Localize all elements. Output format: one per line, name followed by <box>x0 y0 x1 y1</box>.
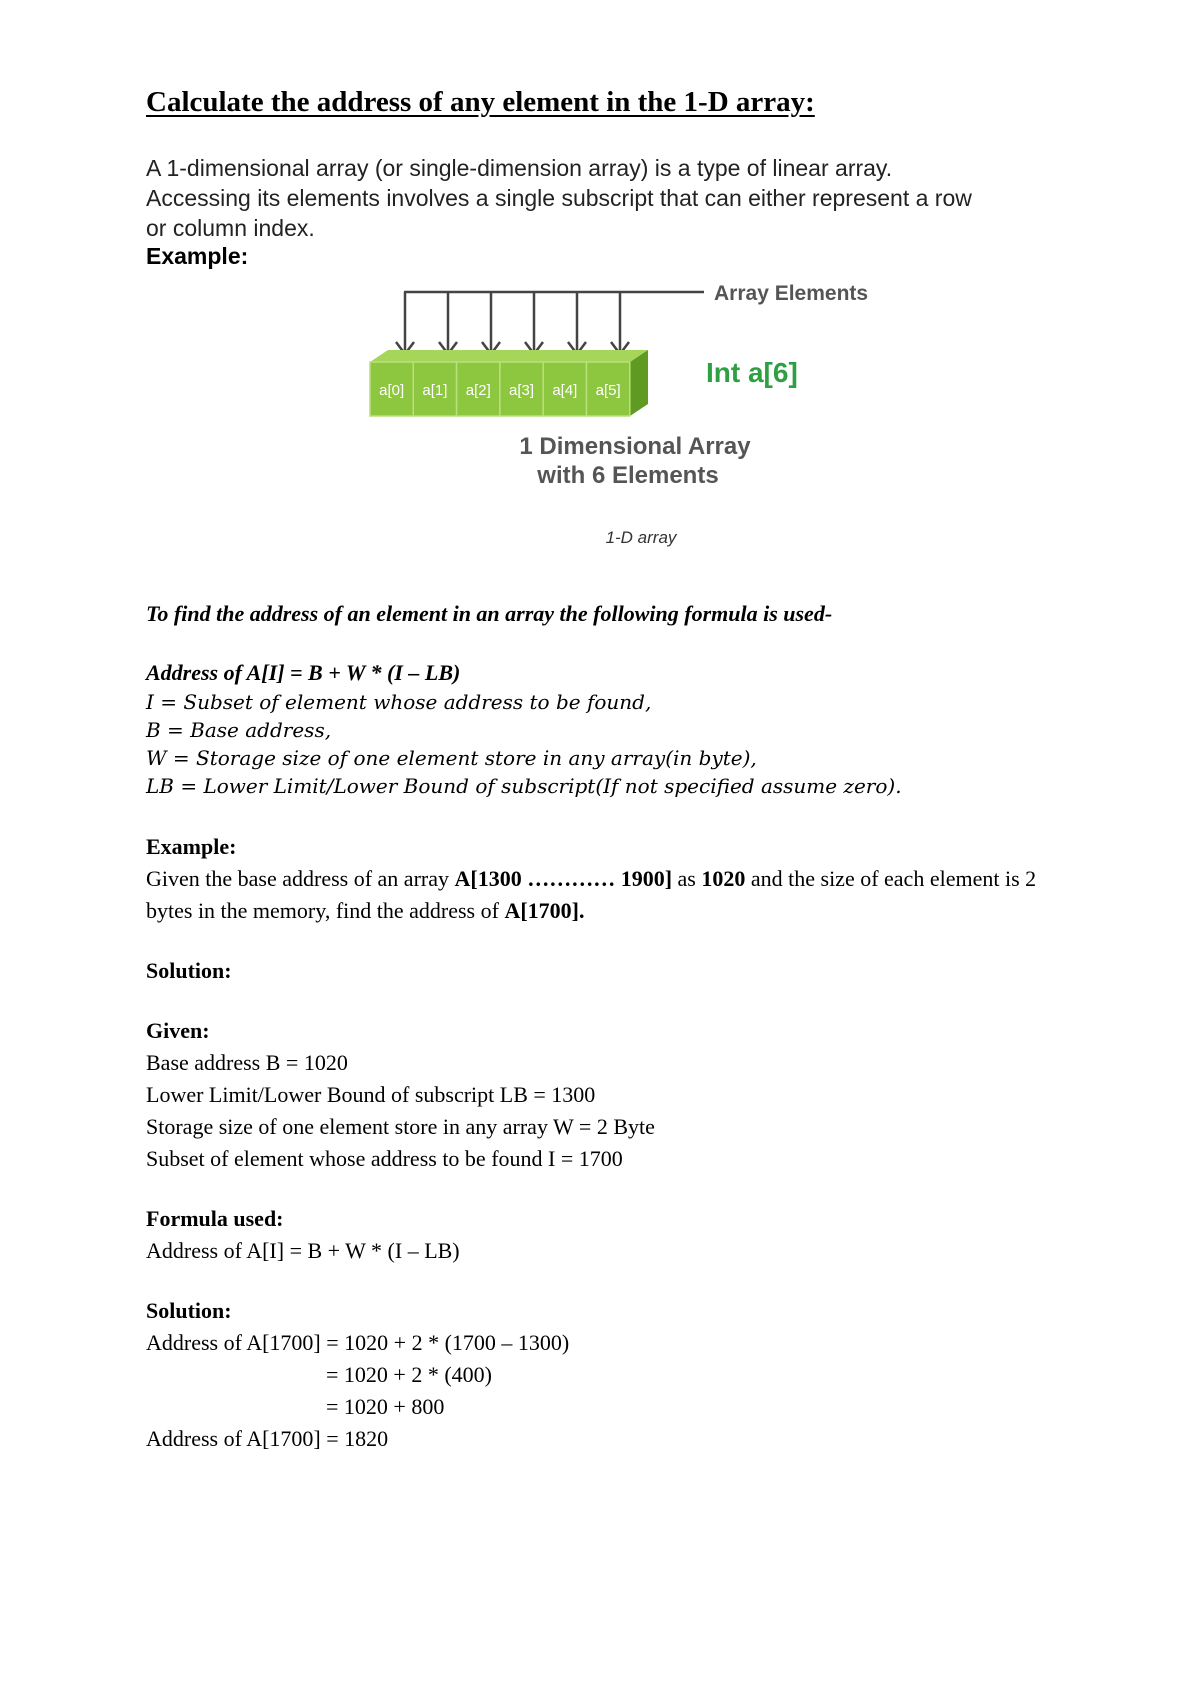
diagram-caption-line-1: 1 Dimensional Array <box>519 433 751 460</box>
diagram-caption-line-2: with 6 Elements <box>537 462 719 489</box>
example-text-f: bytes in the memory, find the address of <box>146 898 505 923</box>
array-diagram <box>0 270 1200 520</box>
definition-i: I = Subset of element whose address to be found, <box>146 690 652 714</box>
example-array-range: A[1300 ………… 1900] <box>454 866 673 891</box>
array-top-face <box>370 350 648 362</box>
example-label-intro: Example: <box>146 243 249 269</box>
definition-w: W = Storage size of one element store in any array(in byte), <box>146 746 757 770</box>
array-cell-label: a[0] <box>379 382 405 399</box>
formula-intro: To find the address of an element in an array the following formula is used- <box>146 601 833 626</box>
given-storage-size: Storage size of one element store in any array W = 2 Byte <box>146 1114 655 1139</box>
definition-lb: LB = Lower Limit/Lower Bound of subscript(If not specified assume zero). <box>146 774 902 798</box>
array-cell-label: a[5] <box>595 382 621 399</box>
example-text-c: as <box>672 866 702 891</box>
array-cell-label: a[4] <box>552 382 578 399</box>
intro-line-2: Accessing its elements involves a single subscript that can either represent a row <box>146 185 972 211</box>
array-elements-label: Array Elements <box>714 282 869 305</box>
example-target-element: A[1700]. <box>504 898 585 923</box>
given-base-address: Base address B = 1020 <box>146 1050 348 1075</box>
example-base-address: 1020 <box>701 866 746 891</box>
figure-caption: 1-D array <box>605 528 677 547</box>
intro-line-3: or column index. <box>146 215 315 241</box>
array-cell-label: a[2] <box>465 382 491 399</box>
example-paragraph-line-1 <box>146 866 1036 892</box>
example-text-a: Given the base address of an array <box>146 866 455 891</box>
definition-b: B = Base address, <box>146 718 332 742</box>
arrow-group <box>396 292 629 354</box>
formula-used: Address of A[I] = B + W * (I – LB) <box>146 1238 460 1263</box>
formula-main: Address of A[I] = B + W * (I – LB) <box>146 660 461 685</box>
intro-line-1: A 1-dimensional array (or single-dimension array) is a type of linear array. <box>146 155 893 181</box>
example-label: Example: <box>146 834 237 859</box>
array-cell-label: a[1] <box>422 382 448 399</box>
solution-label: Solution: <box>146 958 232 983</box>
declaration-label: Int a[6] <box>706 357 798 388</box>
solution-result: Address of A[1700] = 1820 <box>146 1426 389 1451</box>
example-paragraph-line-2 <box>146 898 584 924</box>
solution-step-2: = 1020 + 2 * (400) <box>326 1362 492 1387</box>
example-text-e: and the size of each element is 2 <box>745 866 1037 891</box>
given-label: Given: <box>146 1018 210 1043</box>
array-cell-label: a[3] <box>509 382 535 399</box>
array-cells <box>370 362 630 416</box>
page-title: Calculate the address of any element in the 1-D array: <box>146 86 815 118</box>
solution-step-1: Address of A[1700] = 1020 + 2 * (1700 – 1300) <box>146 1330 570 1355</box>
given-subset: Subset of element whose address to be found I = 1700 <box>146 1146 623 1171</box>
solution-step-3: = 1020 + 800 <box>326 1394 445 1419</box>
given-lower-bound: Lower Limit/Lower Bound of subscript LB = 1300 <box>146 1082 596 1107</box>
formula-used-label: Formula used: <box>146 1206 284 1231</box>
solution-steps-label: Solution: <box>146 1298 232 1323</box>
